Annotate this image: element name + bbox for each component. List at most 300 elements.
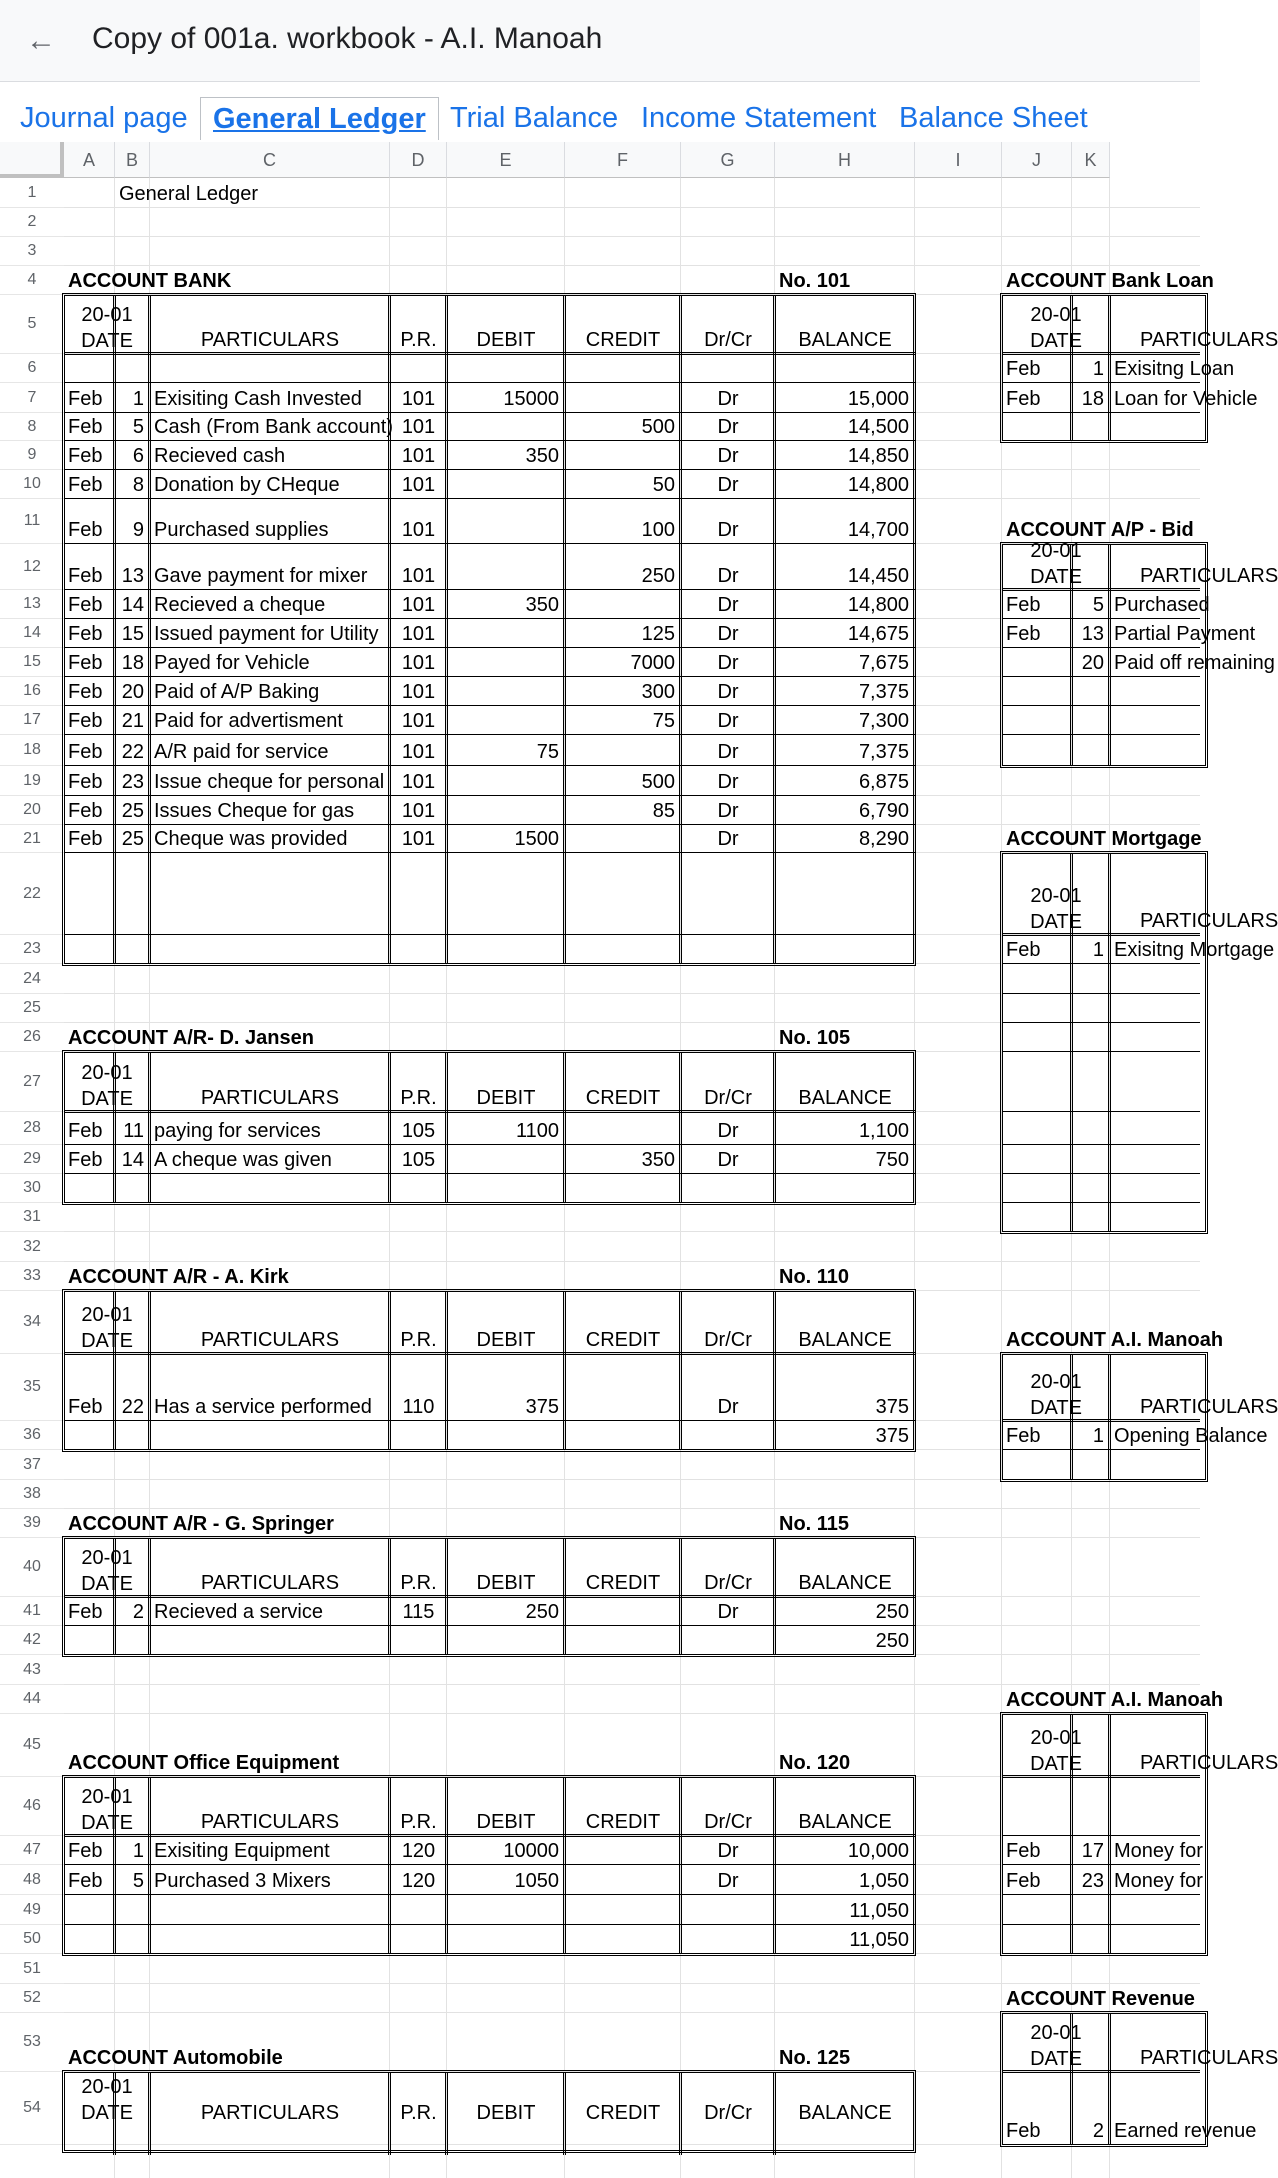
row-header-2[interactable]: 2: [0, 208, 64, 237]
date-month-cell[interactable]: [64, 383, 115, 413]
debit-header[interactable]: [447, 1052, 565, 1112]
debit-cell[interactable]: [447, 1836, 565, 1865]
drcr-cell[interactable]: [681, 796, 775, 825]
drcr-header[interactable]: [681, 1538, 775, 1597]
pr-cell[interactable]: [390, 706, 447, 735]
balance-cell[interactable]: [775, 825, 915, 853]
date-day-cell[interactable]: [115, 648, 150, 677]
credit-cell[interactable]: [565, 735, 681, 766]
drcr-cell[interactable]: [681, 1354, 775, 1421]
pr-cell[interactable]: [390, 1354, 447, 1421]
date-day-cell[interactable]: [1072, 648, 1110, 677]
pr-header[interactable]: [390, 295, 447, 354]
particulars-header[interactable]: [150, 295, 390, 354]
date-month-cell[interactable]: [1002, 1836, 1072, 1865]
drcr-header[interactable]: [681, 295, 775, 354]
credit-header[interactable]: [565, 1777, 681, 1836]
credit-cell[interactable]: [565, 1836, 681, 1865]
balance-cell[interactable]: [775, 544, 915, 590]
date-day-cell[interactable]: [1072, 2072, 1110, 2145]
credit-header[interactable]: [565, 1291, 681, 1354]
date-day-cell[interactable]: [115, 470, 150, 499]
balance-total-cell[interactable]: [775, 1421, 915, 1450]
particulars-cell[interactable]: [1110, 619, 1256, 648]
particulars-header[interactable]: [150, 1538, 390, 1597]
row-header-38[interactable]: 38: [0, 1480, 64, 1509]
balance-header[interactable]: [775, 1052, 915, 1112]
column-header-i[interactable]: I: [915, 142, 1002, 178]
date-day-cell[interactable]: [115, 1145, 150, 1174]
pr-header[interactable]: [390, 1538, 447, 1597]
date-day-cell[interactable]: [1072, 383, 1110, 413]
debit-cell[interactable]: [447, 766, 565, 796]
ledger-title[interactable]: [1002, 825, 1200, 853]
drcr-cell[interactable]: [681, 706, 775, 735]
ledger-account-number[interactable]: [775, 266, 915, 295]
date-month-cell[interactable]: [1002, 648, 1072, 677]
date-day-cell[interactable]: [115, 1836, 150, 1865]
sheet-title[interactable]: [115, 179, 390, 208]
debit-cell[interactable]: [447, 499, 565, 544]
date-month-cell[interactable]: [1002, 354, 1072, 383]
balance-cell[interactable]: [775, 499, 915, 544]
drcr-cell[interactable]: [681, 1865, 775, 1895]
row-header-16[interactable]: 16: [0, 677, 64, 706]
date-month-cell[interactable]: [1002, 935, 1072, 964]
ledger-account-number[interactable]: [775, 2013, 915, 2072]
particulars-cell[interactable]: [1110, 935, 1275, 964]
row-header-15[interactable]: 15: [0, 648, 64, 677]
row-header-46[interactable]: 46: [0, 1777, 64, 1836]
column-header-k[interactable]: K: [1072, 142, 1110, 178]
drcr-cell[interactable]: [681, 735, 775, 766]
pr-cell[interactable]: [390, 648, 447, 677]
drcr-header[interactable]: [681, 1291, 775, 1354]
balance-cell[interactable]: [775, 441, 915, 470]
date-day-cell[interactable]: [115, 796, 150, 825]
date-day-cell[interactable]: [115, 1354, 150, 1421]
drcr-header[interactable]: [681, 1777, 775, 1836]
balance-cell[interactable]: [775, 590, 915, 619]
ledger-title[interactable]: [1002, 1291, 1224, 1354]
date-day-cell[interactable]: [1072, 590, 1110, 619]
date-day-cell[interactable]: [1072, 1865, 1110, 1895]
particulars-cell[interactable]: [1110, 1836, 1203, 1865]
particulars-cell[interactable]: [150, 825, 390, 853]
row-header-50[interactable]: 50: [0, 1925, 64, 1954]
date-day-cell[interactable]: [115, 1112, 150, 1145]
particulars-cell[interactable]: [150, 413, 393, 441]
particulars-cell[interactable]: [150, 441, 390, 470]
pr-cell[interactable]: [390, 590, 447, 619]
particulars-cell[interactable]: [150, 1145, 390, 1174]
credit-cell[interactable]: [565, 766, 681, 796]
tab-income-statement[interactable]: Income Statement: [641, 102, 877, 134]
spreadsheet-grid[interactable]: [0, 142, 1278, 2145]
row-header-21[interactable]: 21: [0, 825, 64, 853]
row-header-14[interactable]: 14: [0, 619, 64, 648]
drcr-cell[interactable]: [681, 648, 775, 677]
row-header-34[interactable]: 34: [0, 1291, 64, 1354]
pr-cell[interactable]: [390, 735, 447, 766]
date-month-cell[interactable]: [64, 413, 115, 441]
drcr-cell[interactable]: [681, 1836, 775, 1865]
date-day-cell[interactable]: [115, 706, 150, 735]
balance-header[interactable]: [775, 1777, 915, 1836]
row-header-44[interactable]: 44: [0, 1685, 64, 1714]
balance-header[interactable]: [775, 295, 915, 354]
credit-cell[interactable]: [565, 1865, 681, 1895]
credit-cell[interactable]: [565, 796, 681, 825]
row-header-29[interactable]: 29: [0, 1145, 64, 1174]
date-day-cell[interactable]: [115, 825, 150, 853]
balance-cell[interactable]: [775, 413, 915, 441]
pr-cell[interactable]: [390, 413, 447, 441]
date-day-cell[interactable]: [1072, 1836, 1110, 1865]
particulars-cell[interactable]: [150, 619, 390, 648]
date-month-cell[interactable]: [64, 648, 115, 677]
row-header-26[interactable]: 26: [0, 1023, 64, 1052]
balance-total-cell[interactable]: [775, 1626, 915, 1655]
pr-cell[interactable]: [390, 1112, 447, 1145]
date-day-cell[interactable]: [115, 735, 150, 766]
drcr-cell[interactable]: [681, 825, 775, 853]
ledger-title[interactable]: [1002, 1685, 1224, 1714]
credit-cell[interactable]: [565, 1354, 681, 1421]
row-header-5[interactable]: 5: [0, 295, 64, 354]
balance-total-cell[interactable]: [775, 1895, 915, 1925]
drcr-cell[interactable]: [681, 619, 775, 648]
row-header-52[interactable]: 52: [0, 1984, 64, 2013]
row-header-4[interactable]: 4: [0, 266, 64, 295]
pr-cell[interactable]: [390, 619, 447, 648]
select-all-corner[interactable]: [0, 142, 64, 178]
ledger-account-number[interactable]: [775, 1023, 915, 1052]
date-day-cell[interactable]: [115, 544, 150, 590]
debit-cell[interactable]: [447, 1865, 565, 1895]
particulars-cell[interactable]: [150, 499, 390, 544]
date-day-cell[interactable]: [115, 590, 150, 619]
balance-cell[interactable]: [775, 1112, 915, 1145]
date-month-cell[interactable]: [64, 796, 115, 825]
date-month-cell[interactable]: [1002, 590, 1072, 619]
date-day-cell[interactable]: [115, 413, 150, 441]
debit-cell[interactable]: [447, 470, 565, 499]
row-header-35[interactable]: 35: [0, 1354, 64, 1421]
tab-balance-sheet[interactable]: Balance Sheet: [899, 102, 1088, 134]
drcr-cell[interactable]: [681, 499, 775, 544]
row-header-48[interactable]: 48: [0, 1865, 64, 1895]
row-header-53[interactable]: 53: [0, 2013, 64, 2072]
credit-cell[interactable]: [565, 648, 681, 677]
particulars-cell[interactable]: [150, 677, 390, 706]
particulars-cell[interactable]: [1110, 590, 1210, 619]
tab-general-ledger[interactable]: General Ledger: [200, 97, 439, 140]
balance-cell[interactable]: [775, 677, 915, 706]
row-header-28[interactable]: 28: [0, 1112, 64, 1145]
column-header-a[interactable]: A: [64, 142, 115, 178]
particulars-cell[interactable]: [150, 1354, 390, 1421]
date-month-cell[interactable]: [64, 1836, 115, 1865]
pr-cell[interactable]: [390, 470, 447, 499]
date-month-cell[interactable]: [1002, 1865, 1072, 1895]
date-month-cell[interactable]: [64, 1145, 115, 1174]
row-header-40[interactable]: 40: [0, 1538, 64, 1597]
ledger-account-number[interactable]: [775, 1714, 915, 1777]
particulars-cell[interactable]: [150, 470, 390, 499]
balance-cell[interactable]: [775, 1145, 915, 1174]
credit-header[interactable]: [565, 1538, 681, 1597]
column-header-f[interactable]: F: [565, 142, 681, 178]
balance-cell[interactable]: [775, 1597, 915, 1626]
balance-cell[interactable]: [775, 383, 915, 413]
pr-cell[interactable]: [390, 383, 447, 413]
debit-cell[interactable]: [447, 796, 565, 825]
credit-cell[interactable]: [565, 544, 681, 590]
ledger-title[interactable]: [64, 266, 390, 295]
column-header-h[interactable]: H: [775, 142, 915, 178]
drcr-cell[interactable]: [681, 1145, 775, 1174]
ledger-account-number[interactable]: [775, 1509, 915, 1538]
date-day-cell[interactable]: [1072, 619, 1110, 648]
row-header-43[interactable]: 43: [0, 1655, 64, 1685]
credit-cell[interactable]: [565, 413, 681, 441]
debit-header[interactable]: [447, 1538, 565, 1597]
row-header-11[interactable]: 11: [0, 499, 64, 544]
pr-header[interactable]: [390, 1777, 447, 1836]
date-day-cell[interactable]: [115, 677, 150, 706]
particulars-header[interactable]: [150, 1052, 390, 1112]
drcr-cell[interactable]: [681, 1112, 775, 1145]
date-day-cell[interactable]: [115, 1597, 150, 1626]
row-header-51[interactable]: 51: [0, 1954, 64, 1984]
row-header-22[interactable]: 22: [0, 853, 64, 935]
row-header-7[interactable]: 7: [0, 383, 64, 413]
balance-cell[interactable]: [775, 1836, 915, 1865]
credit-cell[interactable]: [565, 1597, 681, 1626]
date-day-cell[interactable]: [1072, 1421, 1110, 1450]
debit-cell[interactable]: [447, 1112, 565, 1145]
row-header-36[interactable]: 36: [0, 1421, 64, 1450]
credit-cell[interactable]: [565, 619, 681, 648]
date-month-cell[interactable]: [64, 825, 115, 853]
date-month-cell[interactable]: [64, 619, 115, 648]
particulars-cell[interactable]: [1110, 648, 1275, 677]
particulars-cell[interactable]: [150, 796, 390, 825]
particulars-cell[interactable]: [150, 1112, 390, 1145]
particulars-header[interactable]: [150, 1777, 390, 1836]
debit-header[interactable]: [447, 295, 565, 354]
date-month-cell[interactable]: [64, 499, 115, 544]
date-month-cell[interactable]: [64, 1112, 115, 1145]
row-header-6[interactable]: 6: [0, 354, 64, 383]
row-header-3[interactable]: 3: [0, 237, 64, 266]
particulars-cell[interactable]: [1110, 383, 1258, 413]
date-day-cell[interactable]: [115, 499, 150, 544]
date-month-cell[interactable]: [64, 766, 115, 796]
pr-cell[interactable]: [390, 1597, 447, 1626]
pr-cell[interactable]: [390, 1836, 447, 1865]
debit-cell[interactable]: [447, 1145, 565, 1174]
balance-header[interactable]: [775, 1291, 915, 1354]
date-day-cell[interactable]: [115, 766, 150, 796]
debit-cell[interactable]: [447, 619, 565, 648]
ledger-title[interactable]: [64, 1262, 390, 1291]
balance-cell[interactable]: [775, 796, 915, 825]
ledger-title[interactable]: [1002, 1984, 1200, 2013]
credit-cell[interactable]: [565, 590, 681, 619]
ledger-account-number[interactable]: [775, 1262, 915, 1291]
drcr-cell[interactable]: [681, 590, 775, 619]
debit-cell[interactable]: [447, 441, 565, 470]
pr-cell[interactable]: [390, 1145, 447, 1174]
debit-cell[interactable]: [447, 825, 565, 853]
pr-cell[interactable]: [390, 544, 447, 590]
column-header-g[interactable]: G: [681, 142, 775, 178]
row-header-20[interactable]: 20: [0, 796, 64, 825]
particulars-cell[interactable]: [150, 735, 390, 766]
date-month-cell[interactable]: [1002, 383, 1072, 413]
credit-cell[interactable]: [565, 1112, 681, 1145]
credit-cell[interactable]: [565, 677, 681, 706]
drcr-cell[interactable]: [681, 766, 775, 796]
pr-header[interactable]: [390, 1052, 447, 1112]
date-month-cell[interactable]: [64, 441, 115, 470]
back-arrow-icon[interactable]: ←: [26, 24, 56, 57]
row-header-54[interactable]: 54: [0, 2072, 64, 2145]
row-header-25[interactable]: 25: [0, 994, 64, 1023]
ledger-title[interactable]: [64, 1714, 390, 1777]
credit-cell[interactable]: [565, 1145, 681, 1174]
balance-cell[interactable]: [775, 1354, 915, 1421]
credit-cell[interactable]: [565, 706, 681, 735]
row-header-18[interactable]: 18: [0, 735, 64, 766]
column-header-b[interactable]: B: [115, 142, 150, 178]
debit-cell[interactable]: [447, 1354, 565, 1421]
drcr-cell[interactable]: [681, 441, 775, 470]
row-header-42[interactable]: 42: [0, 1626, 64, 1655]
tab-trial-balance[interactable]: Trial Balance: [450, 102, 619, 134]
balance-header[interactable]: [775, 1538, 915, 1597]
ledger-title[interactable]: [64, 1023, 390, 1052]
row-header-47[interactable]: 47: [0, 1836, 64, 1865]
tab-journal-page[interactable]: Journal page: [20, 102, 188, 134]
column-header-c[interactable]: C: [150, 142, 390, 178]
balance-cell[interactable]: [775, 470, 915, 499]
particulars-cell[interactable]: [150, 1865, 390, 1895]
pr-cell[interactable]: [390, 796, 447, 825]
row-header-17[interactable]: 17: [0, 706, 64, 735]
date-day-cell[interactable]: [115, 619, 150, 648]
row-header-23[interactable]: 23: [0, 935, 64, 964]
row-header-30[interactable]: 30: [0, 1174, 64, 1203]
row-header-39[interactable]: 39: [0, 1509, 64, 1538]
pr-cell[interactable]: [390, 1865, 447, 1895]
balance-cell[interactable]: [775, 1865, 915, 1895]
debit-cell[interactable]: [447, 544, 565, 590]
particulars-cell[interactable]: [150, 706, 390, 735]
column-header-d[interactable]: D: [390, 142, 447, 178]
date-day-cell[interactable]: [115, 1865, 150, 1895]
drcr-header[interactable]: [681, 1052, 775, 1112]
drcr-cell[interactable]: [681, 544, 775, 590]
balance-cell[interactable]: [775, 706, 915, 735]
particulars-cell[interactable]: [1110, 354, 1235, 383]
drcr-cell[interactable]: [681, 383, 775, 413]
row-header-37[interactable]: 37: [0, 1450, 64, 1480]
pr-cell[interactable]: [390, 499, 447, 544]
balance-total-cell[interactable]: [775, 1925, 915, 1954]
row-header-12[interactable]: 12: [0, 544, 64, 590]
debit-cell[interactable]: [447, 735, 565, 766]
particulars-cell[interactable]: [1110, 2072, 1257, 2145]
drcr-cell[interactable]: [681, 470, 775, 499]
date-day-cell[interactable]: [1072, 935, 1110, 964]
row-header-32[interactable]: 32: [0, 1232, 64, 1262]
particulars-cell[interactable]: [150, 1836, 390, 1865]
date-month-cell[interactable]: [64, 1354, 115, 1421]
date-month-cell[interactable]: [64, 1865, 115, 1895]
date-month-cell[interactable]: [64, 706, 115, 735]
date-month-cell[interactable]: [64, 735, 115, 766]
drcr-cell[interactable]: [681, 413, 775, 441]
row-header-41[interactable]: 41: [0, 1597, 64, 1626]
drcr-cell[interactable]: [681, 677, 775, 706]
date-month-cell[interactable]: [64, 677, 115, 706]
pr-cell[interactable]: [390, 825, 447, 853]
date-month-cell[interactable]: [64, 1597, 115, 1626]
column-header-e[interactable]: E: [447, 142, 565, 178]
particulars-cell[interactable]: [1110, 1421, 1268, 1450]
date-month-cell[interactable]: [64, 470, 115, 499]
pr-cell[interactable]: [390, 677, 447, 706]
pr-cell[interactable]: [390, 441, 447, 470]
debit-cell[interactable]: [447, 648, 565, 677]
date-month-cell[interactable]: [64, 590, 115, 619]
row-header-24[interactable]: 24: [0, 964, 64, 994]
date-month-cell[interactable]: [64, 544, 115, 590]
credit-cell[interactable]: [565, 499, 681, 544]
pr-header[interactable]: [390, 1291, 447, 1354]
row-header-33[interactable]: 33: [0, 1262, 64, 1291]
debit-cell[interactable]: [447, 590, 565, 619]
date-day-cell[interactable]: [1072, 354, 1110, 383]
particulars-header[interactable]: [150, 1291, 390, 1354]
row-header-10[interactable]: 10: [0, 470, 64, 499]
debit-cell[interactable]: [447, 383, 565, 413]
column-header-j[interactable]: J: [1002, 142, 1072, 178]
row-header-8[interactable]: 8: [0, 413, 64, 441]
debit-header[interactable]: [447, 1777, 565, 1836]
debit-cell[interactable]: [447, 1597, 565, 1626]
particulars-cell[interactable]: [1110, 1865, 1203, 1895]
credit-header[interactable]: [565, 295, 681, 354]
credit-cell[interactable]: [565, 825, 681, 853]
row-header-13[interactable]: 13: [0, 590, 64, 619]
credit-cell[interactable]: [565, 441, 681, 470]
particulars-cell[interactable]: [150, 544, 390, 590]
particulars-cell[interactable]: [150, 766, 390, 796]
row-header-27[interactable]: 27: [0, 1052, 64, 1112]
ledger-title[interactable]: [64, 2013, 390, 2072]
particulars-cell[interactable]: [150, 590, 390, 619]
balance-cell[interactable]: [775, 766, 915, 796]
credit-cell[interactable]: [565, 470, 681, 499]
date-day-cell[interactable]: [115, 383, 150, 413]
row-header-45[interactable]: 45: [0, 1714, 64, 1777]
ledger-title[interactable]: [64, 1509, 390, 1538]
credit-header[interactable]: [565, 1052, 681, 1112]
